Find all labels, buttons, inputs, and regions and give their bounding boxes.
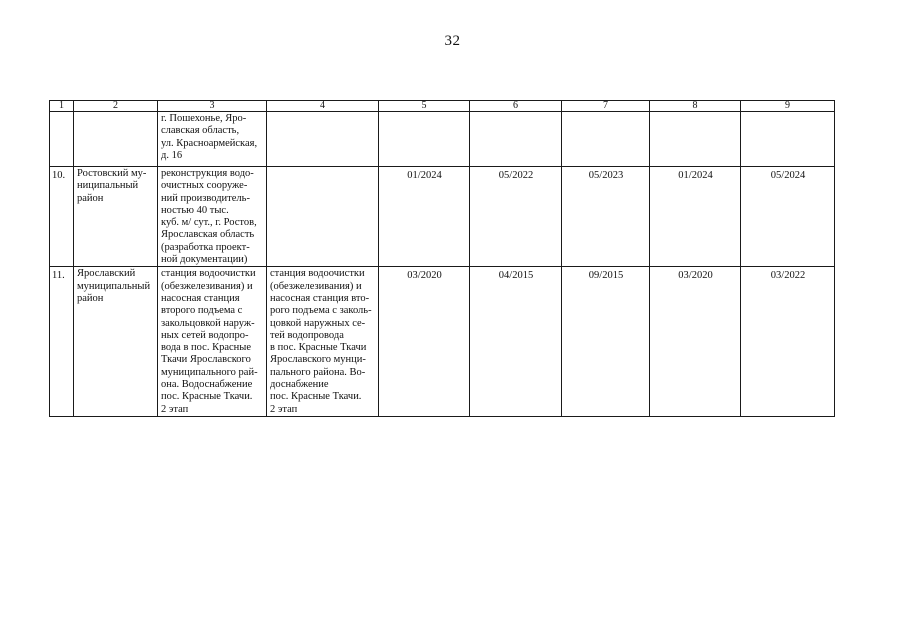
column-header: 4 — [267, 101, 379, 112]
row-number-cell — [50, 112, 74, 167]
object-cell — [158, 167, 267, 267]
date-cell-5: 01/2024 — [379, 167, 470, 267]
district-cell — [74, 112, 158, 167]
column-header: 2 — [74, 101, 158, 112]
row-number-cell — [50, 267, 74, 417]
date-cell-9 — [741, 112, 835, 167]
table-row — [50, 267, 835, 417]
date-cell-7: 05/2023 — [562, 167, 650, 267]
page-number: 32 — [444, 33, 461, 49]
object-stage-cell — [267, 167, 379, 267]
object-stage-description: станция водоочистки (обезжелезивания) и насосная станция вто- рого подъема с заколь- цовкой наружных се- тей водопровода в пос. Красные Ткачи Ярославского мунци- пального района. Во- доснабжение пос. Красные Ткачи. 2 этап — [270, 268, 372, 415]
column-header: 1 — [50, 101, 74, 112]
date-cell-5: 03/2020 — [379, 267, 470, 417]
object-description: станция водоочистки (обезжелезивания) и насосная станция второго подъема с закольцовкой наруж- ных сетей водопро- вода в пос. Красные Ткачи Ярославского муниципального рай- она. Водоснабжение пос. Красные Ткачи. 2 этап — [161, 268, 258, 415]
date-cell-8: 03/2020 — [650, 267, 741, 417]
column-header: 9 — [741, 101, 835, 112]
row-number-cell — [50, 167, 74, 267]
column-header: 3 — [158, 101, 267, 112]
column-header: 5 — [379, 101, 470, 112]
data-table — [49, 100, 835, 417]
object-description: г. Пошехонье, Яро- славская область, ул. Красноармейская, д. 16 — [161, 113, 258, 161]
column-header: 8 — [650, 101, 741, 112]
object-stage-cell — [267, 112, 379, 167]
object-cell — [158, 267, 267, 417]
district-cell — [74, 267, 158, 417]
object-description: реконструкция водо- очистных сооруже- ний производитель- ностью 40 тыс. куб. м/ сут., г. Ростов, Ярославская область (разработка проект- ной документации) — [161, 168, 257, 266]
date-cell-7 — [562, 112, 650, 167]
table-row — [50, 112, 835, 167]
date-cell-7: 09/2015 — [562, 267, 650, 417]
date-cell-5 — [379, 112, 470, 167]
date-cell-8 — [650, 112, 741, 167]
object-stage-cell — [267, 267, 379, 417]
table-row — [50, 167, 835, 267]
row-number: 11. — [52, 270, 65, 282]
district-name: Ростовский му- ниципальный район — [77, 168, 147, 204]
district-cell — [74, 167, 158, 267]
row-number: 10. — [52, 170, 66, 181]
date-cell-9: 03/2022 — [741, 267, 835, 417]
date-cell-8: 01/2024 — [650, 167, 741, 267]
date-cell-6: 04/2015 — [470, 267, 562, 417]
object-cell — [158, 112, 267, 167]
date-cell-9: 05/2024 — [741, 167, 835, 267]
column-header: 7 — [562, 101, 650, 112]
date-cell-6: 05/2022 — [470, 167, 562, 267]
column-header: 6 — [470, 101, 562, 112]
table-header-row — [50, 101, 835, 112]
district-name: Ярославский муниципальный район — [77, 268, 151, 304]
date-cell-6 — [470, 112, 562, 167]
